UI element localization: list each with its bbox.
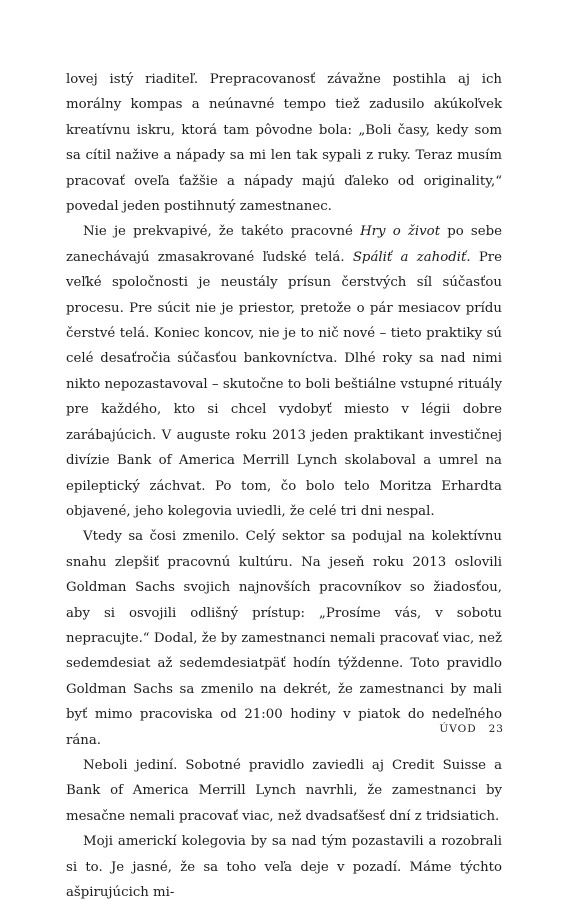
page-footer [439, 723, 504, 735]
paragraph-3 [66, 524, 502, 753]
running-chapter-title: ÚVOD [439, 723, 477, 735]
text-run: Vtedy sa čosi zmenilo. Celý sektor sa podujal na kolektívnu snahu zlepšiť pracovnú kultúru. Na jeseň roku 2013 oslovili Goldman Sachs svojich najnovších pracovníkov so žiadosťou, aby si osvojili odlišný prístup: „Prosíme vás, v sobotu nepracujte.“ Dodal, že by zamestnanci nemali pracovať viac, než sedemdesiat až sedemdesiatpäť hodín týždenne. Toto pravidlo Goldman Sachs sa zmenilo na dekrét, že zamestnanci by mali byť mimo pracoviska od 21:00 hodiny v piatok do nedeľného rána. [66, 529, 502, 748]
paragraph-5 [66, 829, 502, 905]
paragraph-1 [66, 67, 502, 219]
text-run: po sebe zanechávajú zmasakrované ľudské telá. [66, 224, 503, 265]
italic-title-hry-o-zivot: Hry o život [360, 224, 441, 240]
page-body [66, 67, 502, 905]
paragraph-2 [66, 219, 502, 524]
text-run: Moji americkí kolegovia by sa nad tým pozastavili a rozobrali si to. Je jasné, že sa toho veľa deje v pozadí. Máme týchto ašpirujúcich mi- [66, 834, 502, 900]
text-run: Neboli jediní. Sobotné pravidlo zaviedli aj Credit Suisse a Bank of America Merrill Lynch navrhli, že zamestnanci by mesačne nemali pracovať viac, než dvadsaťšesť dní z tridsiatich. [66, 757, 502, 824]
italic-phrase-spalit-a-zahodit: Spáliť a zahodiť. [352, 249, 471, 265]
page-number: 23 [488, 723, 504, 735]
paragraph-4 [66, 753, 502, 829]
text-run: lovej istý riaditeľ. Prepracovanosť závažne postihla aj ich morálny kompas a neúnavné tempo tiež zadusilo akúkoľvek kreatívnu iskru, ktorá tam pôvodne bola: „Boli časy, kedy som sa cítil nažive a nápady sa mi len tak sypali z ruky. Teraz musím pracovať oveľa ťažšie a nápady majú ďaleko od originality,“ povedal jeden postihnutý zamestnanec. [66, 72, 502, 215]
text-run: Pre veľké spoločnosti je neustály prísun čerstvých síl súčasťou procesu. Pre súcit nie je priestor, pretože o pár mesiacov prídu čerstvé telá. Koniec koncov, nie je to nič nové – tieto praktiky sú celé desaťročia súčasťou bankovníctva. Dlhé roky sa nad nimi nikto nepozastavoval – skutočne to boli beštiálne vstupné rituály pre každého, kto si chcel vydobyť miesto v légii dobre zarábajúcich. V auguste roku 2013 jeden praktikant investičnej divízie Bank of America Merrill Lynch skolaboval a umrel na epileptický záchvat. Po tom, čo bolo telo Moritza Erhardta objavené, jeho kolegovia uviedli, že celé tri dni nespal. [66, 249, 502, 519]
text-run: Nie je prekvapivé, že takéto pracovné [83, 224, 361, 240]
